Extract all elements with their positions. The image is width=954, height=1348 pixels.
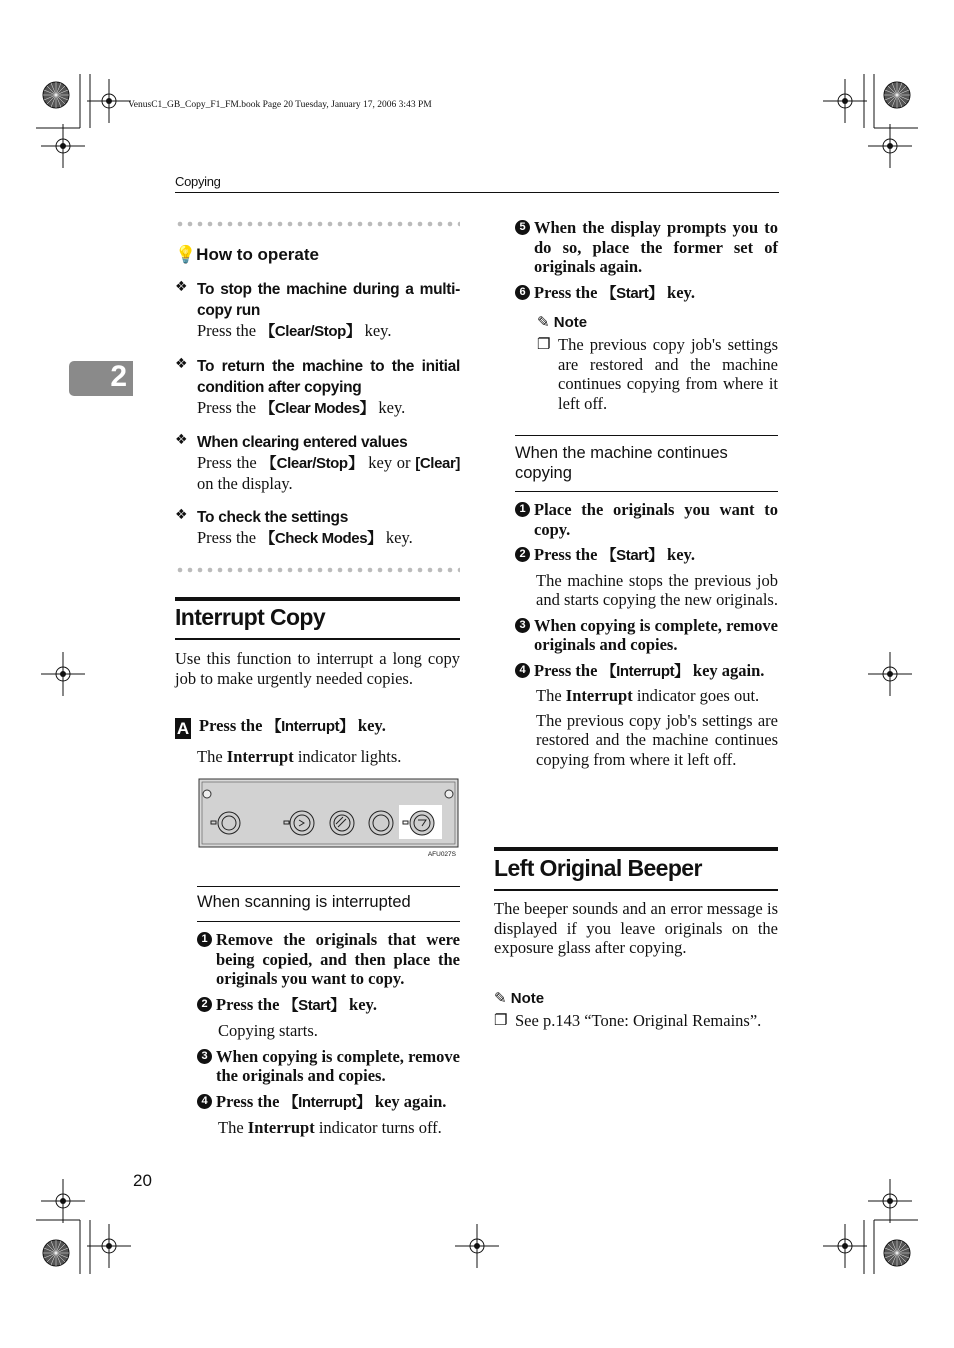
section-title: Interrupt Copy — [175, 604, 326, 630]
chapter-number: 2 — [110, 360, 127, 393]
note-title: Note — [553, 314, 588, 331]
continued-steps — [515, 218, 778, 303]
interrupt-key: 【Interrupt】 — [601, 662, 689, 680]
step-item: 3 When copying is complete, remove the originals and copies. — [197, 1047, 460, 1086]
tip-heading: When clearing entered values — [197, 434, 408, 451]
step-item: 4 Press the 【Interrupt】 key again. — [197, 1092, 460, 1113]
step-a-result: The Interrupt indicator lights. — [197, 747, 402, 766]
subsection-title: When the machine continues copying — [515, 444, 728, 482]
clear-stop-key: 【Clear/Stop】 — [261, 455, 364, 472]
tip-item: ❖ To stop the machine during a multi-copy run Press the 【Clear/Stop】 key. — [175, 279, 460, 340]
note-title: Note — [510, 990, 545, 1007]
start-key: 【Start】 — [601, 547, 663, 564]
clear-modes-key: 【Clear Modes】 — [260, 399, 375, 417]
step-number: 6 — [515, 285, 530, 300]
print-header: VenusC1_GB_Copy_F1_FM.book Page 20 Tuesday, January 17, 2006 3:43 PM — [128, 100, 432, 110]
step-number: 4 — [515, 663, 530, 678]
tip-item: ❖ To check the settings Press the 【Check Modes】 key. — [175, 507, 460, 549]
checkbox-icon: ❐ — [494, 1011, 508, 1029]
step-item: 5 When the display prompts you to do so, place the former set of originals again. — [515, 218, 778, 277]
step-result: The Interrupt indicator turns off. — [218, 1118, 442, 1137]
subsection-rule — [197, 921, 460, 922]
subsection-title: When scanning is interrupted — [197, 893, 411, 911]
continue-steps — [515, 500, 778, 769]
step-result: The previous copy job's settings are restored and the machine continues copying from where it left off. — [536, 710, 778, 769]
step-a-badge: A — [176, 719, 190, 738]
subsection-rule — [515, 491, 778, 492]
tip-heading: To return the machine to the initial condition after copying — [197, 357, 460, 396]
step-number: 2 — [197, 997, 212, 1012]
clear-stop-key: 【Clear/Stop】 — [260, 323, 361, 340]
step-item: 1 Place the originals you want to copy. — [515, 500, 778, 539]
check-modes-key: 【Check Modes】 — [260, 530, 382, 547]
step-number: 4 — [197, 1094, 212, 1109]
step-item: 1 Remove the originals that were being copied, and then place the originals you want to copy. — [197, 930, 460, 989]
figure-code: AFU027S — [427, 851, 456, 858]
section-rule-bottom — [175, 638, 460, 640]
diamond-bullet-icon: ❖ — [175, 279, 188, 295]
pencil-icon: ✎ — [494, 989, 507, 1007]
diamond-bullet-icon: ❖ — [175, 355, 188, 372]
tip-item: ❖ To return the machine to the initial condition after copying Press the 【Clear Modes】 key. — [175, 355, 460, 417]
how-to-operate-box — [175, 221, 460, 573]
control-panel-illustration — [198, 778, 460, 860]
step-a: A Press the 【Interrupt】 key. — [176, 716, 386, 738]
checkbox-icon: ❐ — [537, 335, 551, 353]
clear-display-key: [Clear] — [415, 455, 460, 472]
pencil-icon: ✎ — [537, 313, 550, 331]
note-text: The previous copy job's settings are restored and the machine continues copying from where it left off. — [558, 335, 778, 413]
note-box — [537, 313, 778, 413]
section-title: Left Original Beeper — [494, 855, 702, 881]
diamond-bullet-icon: ❖ — [175, 507, 188, 523]
step-result: Copying starts. — [218, 1021, 318, 1040]
note-text: See p.143 “Tone: Original Remains”. — [515, 1011, 762, 1030]
step-item: 2 Press the 【Start】 key. — [515, 545, 778, 566]
scan-steps — [197, 930, 460, 1138]
dotted-rule-bottom — [175, 567, 460, 573]
how-to-operate-title: 💡How to operate — [175, 245, 319, 265]
interrupt-key: 【Interrupt】 — [283, 1093, 371, 1111]
header-rule — [175, 192, 779, 193]
step-result: The machine stops the previous job and starts copying the new originals. — [536, 570, 778, 609]
section-intro: Use this function to interrupt a long copy job to make urgently needed copies. — [175, 649, 460, 688]
interrupt-key: 【Interrupt】 — [266, 718, 354, 735]
step-number: 3 — [515, 618, 530, 633]
section-intro: The beeper sounds and an error message is displayed if you leave originals on the exposure glass after copying. — [494, 899, 778, 957]
step-number: 5 — [515, 220, 530, 235]
step-result: The Interrupt indicator goes out. — [536, 686, 760, 705]
start-key: 【Start】 — [283, 996, 345, 1014]
step-number: 2 — [515, 547, 530, 562]
step-item: 3 When copying is complete, remove originals and copies. — [515, 616, 778, 655]
chapter-tab — [69, 361, 133, 396]
page-number: 20 — [133, 1171, 152, 1190]
step-number: 3 — [197, 1049, 212, 1064]
step-item: 4 Press the 【Interrupt】 key again. — [515, 661, 778, 682]
running-head: Copying — [175, 174, 221, 189]
step-number: 1 — [197, 932, 212, 947]
start-key: 【Start】 — [601, 284, 663, 302]
step-item: 2 Press the 【Start】 key. — [197, 995, 460, 1016]
diamond-bullet-icon: ❖ — [175, 432, 188, 448]
section-rule-top — [494, 847, 778, 851]
section-rule-bottom — [494, 889, 778, 891]
section-rule-top — [175, 597, 460, 601]
tip-heading: To stop the machine during a multi-copy run — [197, 281, 460, 319]
light-bulb-icon: 💡 — [175, 245, 197, 265]
step-item: 6 Press the 【Start】 key. — [515, 283, 778, 304]
subsection-rule — [515, 435, 778, 436]
dotted-rule-top — [175, 221, 460, 227]
tip-item: ❖ When clearing entered values Press the 【Clear/Stop】 key or [Clear] on the display. — [175, 432, 460, 493]
tip-heading: To check the settings — [197, 509, 349, 526]
note-box — [494, 989, 778, 1031]
step-number: 1 — [515, 502, 530, 517]
subsection-rule — [197, 886, 460, 887]
